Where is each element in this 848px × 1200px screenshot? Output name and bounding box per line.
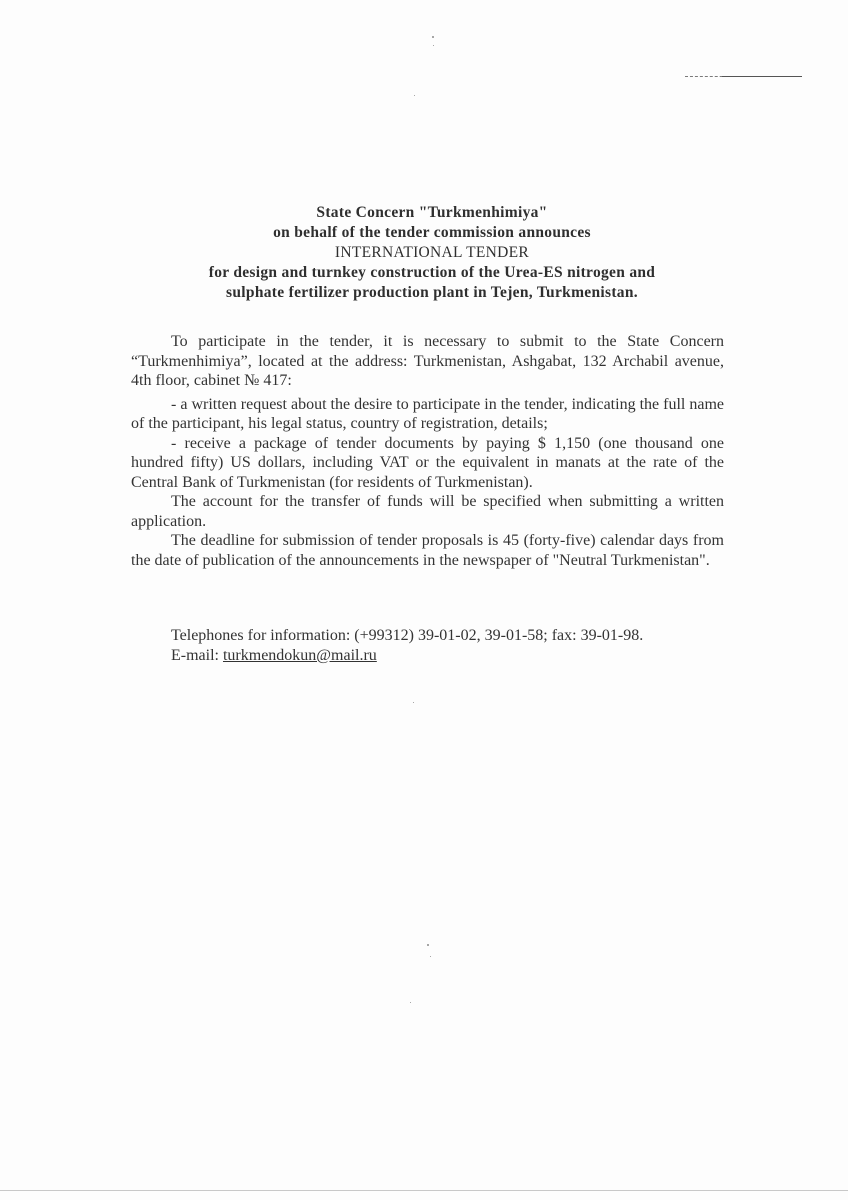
scan-speck	[427, 944, 429, 946]
email-address: turkmendokun@mail.ru	[222, 646, 377, 664]
heading-subject-line-2: sulphate fertilizer production plant in Tejen, Turkmenistan.	[226, 284, 638, 301]
scan-speck	[430, 956, 431, 957]
scan-speck	[432, 36, 434, 38]
scan-bottom-edge	[0, 1190, 848, 1191]
scan-speck	[410, 1002, 411, 1003]
phone-line: Telephones for information: (+99312) 39-01-02, 39-01-58; fax: 39-01-98.	[171, 627, 644, 644]
requirement-written-request: - a written request about the desire to participate in the tender, indicating the full name of the participant, his legal status, country of registration, details;	[131, 395, 724, 432]
heading-tender-title: INTERNATIONAL TENDER	[334, 244, 530, 261]
scan-speck	[433, 45, 434, 46]
deadline-paragraph: The deadline for submission of tender proposals is 45 (forty-five) calendar days from the date of publication of the announcements in the newspaper of "Neutral Turkmenistan".	[131, 532, 724, 569]
announcement-body	[131, 332, 724, 570]
heading-on-behalf: on behalf of the tender commission announces	[273, 224, 591, 241]
scan-speck	[413, 702, 414, 703]
heading-organization: State Concern "Turkmenhimiya"	[316, 204, 548, 221]
intro-paragraph: To participate in the tender, it is necessary to submit to the State Concern “Turkmenhimiya”, located at the address: Turkmenistan, Ashgabat, 132 Archabil avenue, 4th floor, cabinet № 417:	[131, 333, 724, 389]
email-line	[171, 646, 741, 666]
requirement-tender-package: - receive a package of tender documents by paying $ 1,150 (one thousand one hundred fifty) US dollars, including VAT or the equivalent in manats at the rate of the Central Bank of Turkmenistan (for residents of Turkmenistan).	[131, 434, 724, 491]
scan-rule-solid	[722, 76, 802, 77]
contact-block	[171, 626, 741, 665]
email-label: E-mail:	[171, 646, 223, 664]
scan-speck	[414, 95, 415, 96]
heading-subject-line-1: for design and turnkey construction of the Urea-ES nitrogen and	[208, 264, 656, 281]
account-paragraph: The account for the transfer of funds will be specified when submitting a written application.	[131, 493, 724, 530]
announcement-heading	[120, 203, 744, 303]
